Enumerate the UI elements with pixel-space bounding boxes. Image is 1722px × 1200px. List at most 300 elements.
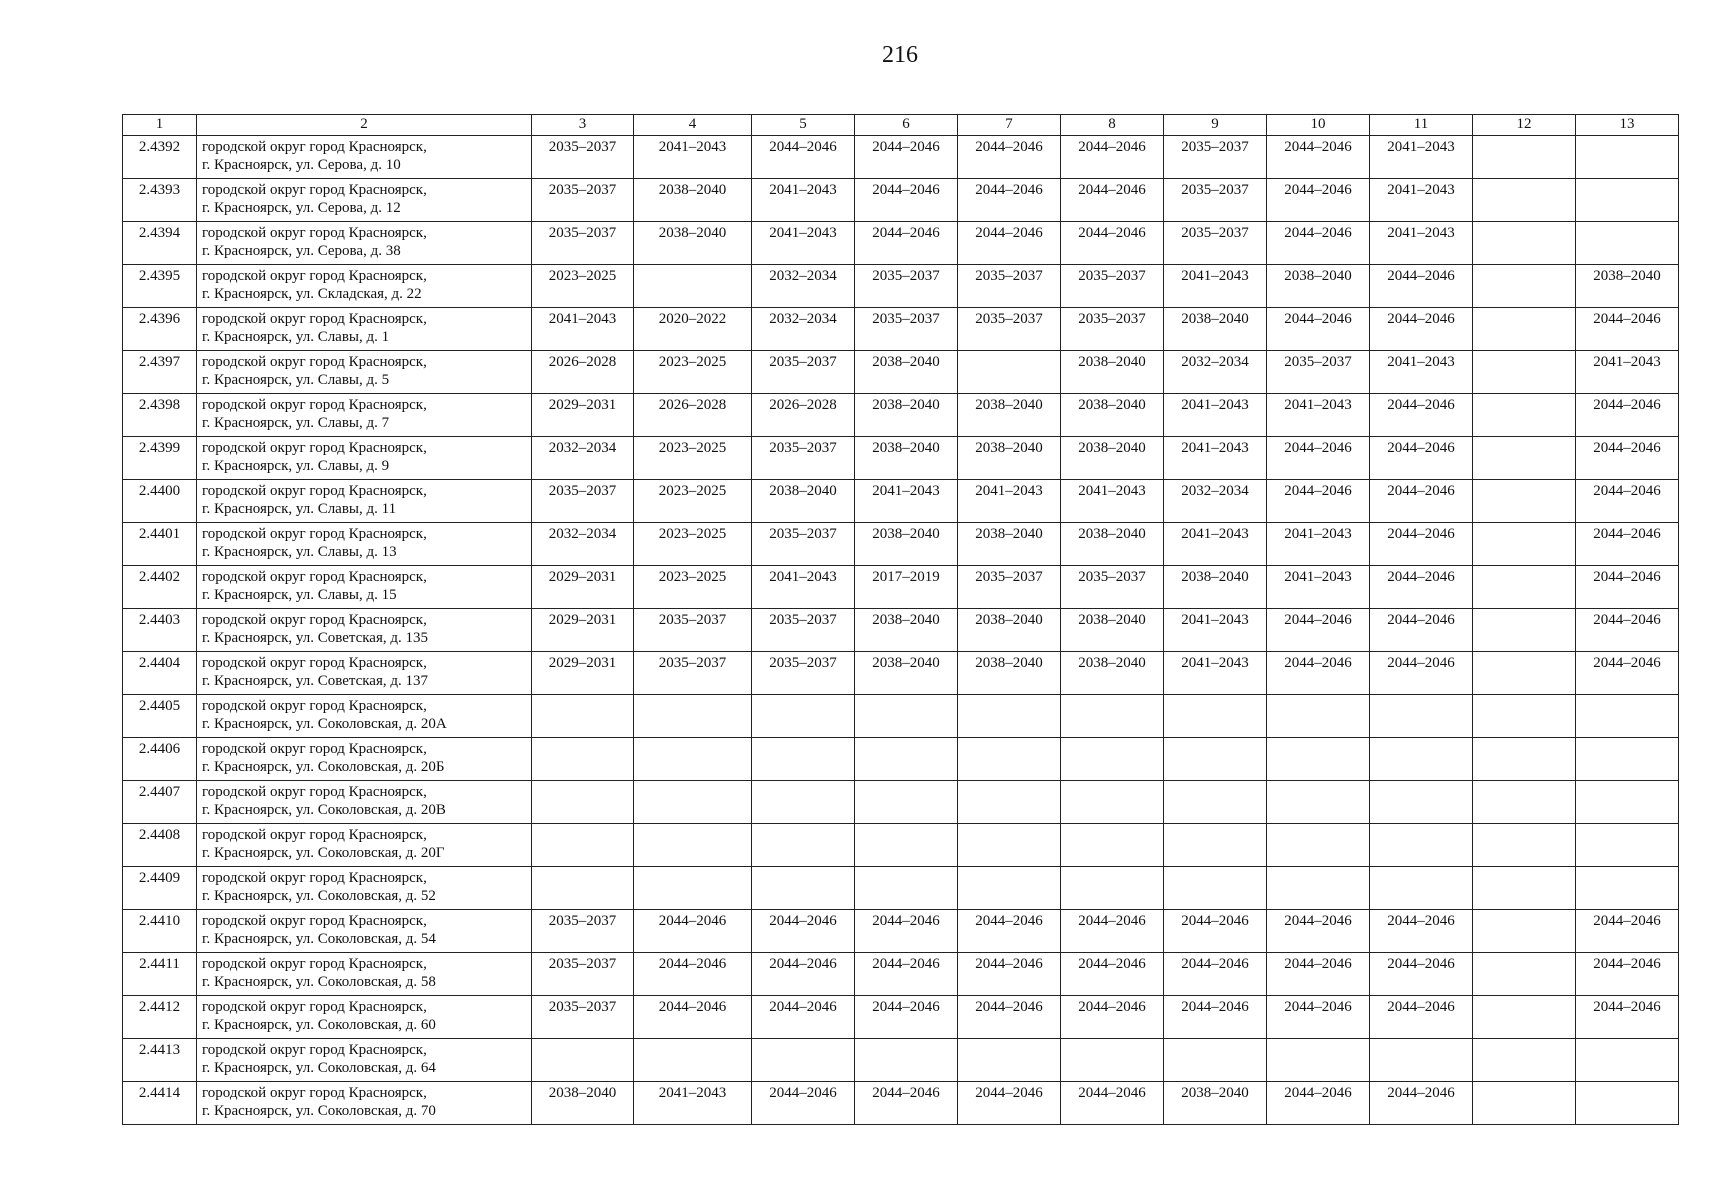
period-cell-col-7: 2038–2040 [958,652,1061,695]
period-cell-col-9: 2035–2037 [1164,222,1267,265]
period-cell-col-9: 2035–2037 [1164,136,1267,179]
period-cell-col-10 [1267,824,1370,867]
address-cell [197,523,532,566]
table-row [123,996,1679,1039]
period-cell-col-5 [752,781,855,824]
period-cell-col-10: 2041–2043 [1267,566,1370,609]
period-cell-col-8: 2038–2040 [1061,351,1164,394]
address-line-street: г. Красноярск, ул. Соколовская, д. 70 [202,1103,436,1119]
period-cell-col-11: 2041–2043 [1370,179,1473,222]
period-cell-col-11: 2044–2046 [1370,910,1473,953]
period-cell-col-6: 2044–2046 [855,996,958,1039]
period-cell-col-8: 2038–2040 [1061,437,1164,480]
period-cell-col-8: 2038–2040 [1061,523,1164,566]
period-cell-col-11 [1370,1039,1473,1082]
period-cell-col-8: 2044–2046 [1061,222,1164,265]
table-row [123,1082,1679,1125]
period-cell-col-3: 2029–2031 [532,652,634,695]
period-cell-col-12 [1473,867,1576,910]
address-line-district: городской округ город Красноярск, [202,225,427,241]
table-row [123,609,1679,652]
period-cell-col-11: 2044–2046 [1370,265,1473,308]
address-line-district: городской округ город Красноярск, [202,397,427,413]
header-row [123,115,1679,136]
period-cell-col-9 [1164,824,1267,867]
period-cell-col-4: 2020–2022 [634,308,752,351]
period-cell-col-10 [1267,1039,1370,1082]
period-cell-col-9: 2044–2046 [1164,953,1267,996]
header-cell: 1 [123,115,197,136]
period-cell-col-6: 2044–2046 [855,953,958,996]
period-cell-col-13: 2044–2046 [1576,996,1679,1039]
period-cell-col-8 [1061,867,1164,910]
period-cell-col-12 [1473,996,1576,1039]
period-cell-col-5: 2026–2028 [752,394,855,437]
address-cell [197,566,532,609]
row-number-cell: 2.4408 [123,824,197,867]
period-cell-col-3 [532,695,634,738]
period-cell-col-7 [958,781,1061,824]
period-cell-col-5: 2032–2034 [752,308,855,351]
address-line-district: городской округ город Красноярск, [202,913,427,929]
period-cell-col-8: 2035–2037 [1061,566,1164,609]
period-cell-col-4 [634,695,752,738]
period-cell-col-4 [634,265,752,308]
period-cell-col-4: 2035–2037 [634,609,752,652]
period-cell-col-11: 2041–2043 [1370,136,1473,179]
address-line-street: г. Красноярск, ул. Серова, д. 38 [202,243,401,259]
period-cell-col-8: 2038–2040 [1061,652,1164,695]
period-cell-col-7: 2035–2037 [958,308,1061,351]
period-cell-col-12 [1473,566,1576,609]
period-cell-col-6: 2038–2040 [855,652,958,695]
period-cell-col-5: 2041–2043 [752,179,855,222]
period-cell-col-13: 2041–2043 [1576,351,1679,394]
period-cell-col-4: 2026–2028 [634,394,752,437]
period-cell-col-10: 2044–2046 [1267,652,1370,695]
period-cell-col-5: 2038–2040 [752,480,855,523]
period-cell-col-12 [1473,480,1576,523]
row-number-cell: 2.4402 [123,566,197,609]
period-cell-col-9 [1164,1039,1267,1082]
period-cell-col-8: 2044–2046 [1061,179,1164,222]
address-line-district: городской округ город Красноярск, [202,784,427,800]
period-cell-col-10: 2044–2046 [1267,308,1370,351]
period-cell-col-10: 2044–2046 [1267,953,1370,996]
period-cell-col-3: 2032–2034 [532,437,634,480]
period-cell-col-12 [1473,1039,1576,1082]
period-cell-col-6: 2017–2019 [855,566,958,609]
address-line-street: г. Красноярск, ул. Советская, д. 135 [202,630,428,646]
row-number-cell: 2.4395 [123,265,197,308]
period-cell-col-8 [1061,824,1164,867]
address-line-district: городской округ город Красноярск, [202,999,427,1015]
table-row [123,265,1679,308]
address-cell [197,1039,532,1082]
period-cell-col-4: 2044–2046 [634,996,752,1039]
period-cell-col-11: 2044–2046 [1370,480,1473,523]
address-line-district: городской округ город Красноярск, [202,612,427,628]
period-cell-col-9 [1164,781,1267,824]
period-cell-col-12 [1473,824,1576,867]
period-cell-col-11 [1370,781,1473,824]
period-cell-col-7: 2044–2046 [958,1082,1061,1125]
period-cell-col-3: 2038–2040 [532,1082,634,1125]
period-cell-col-9: 2035–2037 [1164,179,1267,222]
row-number-cell: 2.4398 [123,394,197,437]
period-cell-col-11 [1370,824,1473,867]
period-cell-col-9: 2041–2043 [1164,652,1267,695]
header-cell: 5 [752,115,855,136]
period-cell-col-11: 2044–2046 [1370,996,1473,1039]
period-cell-col-3: 2029–2031 [532,394,634,437]
row-number-cell: 2.4399 [123,437,197,480]
period-cell-col-12 [1473,609,1576,652]
header-cell: 6 [855,115,958,136]
period-cell-col-12 [1473,738,1576,781]
period-cell-col-3: 2035–2037 [532,953,634,996]
period-cell-col-4: 2023–2025 [634,523,752,566]
period-cell-col-10: 2044–2046 [1267,609,1370,652]
period-cell-col-8 [1061,781,1164,824]
period-cell-col-13: 2044–2046 [1576,523,1679,566]
period-cell-col-13 [1576,781,1679,824]
address-line-street: г. Красноярск, ул. Славы, д. 13 [202,544,397,560]
row-number-cell: 2.4392 [123,136,197,179]
address-cell [197,437,532,480]
period-cell-col-9: 2044–2046 [1164,996,1267,1039]
address-cell [197,953,532,996]
table-row [123,566,1679,609]
period-cell-col-9: 2032–2034 [1164,480,1267,523]
address-line-district: городской округ город Красноярск, [202,1085,427,1101]
period-cell-col-10 [1267,781,1370,824]
period-cell-col-5: 2035–2037 [752,437,855,480]
period-cell-col-7 [958,867,1061,910]
period-cell-col-6 [855,867,958,910]
address-cell [197,265,532,308]
period-cell-col-13 [1576,222,1679,265]
address-line-street: г. Красноярск, ул. Серова, д. 10 [202,157,401,173]
table-row [123,824,1679,867]
address-line-district: городской округ город Красноярск, [202,440,427,456]
table-row [123,652,1679,695]
period-cell-col-11 [1370,695,1473,738]
period-cell-col-6 [855,695,958,738]
period-cell-col-6: 2038–2040 [855,523,958,566]
address-line-street: г. Красноярск, ул. Соколовская, д. 54 [202,931,436,947]
address-cell [197,609,532,652]
address-line-street: г. Красноярск, ул. Соколовская, д. 58 [202,974,436,990]
period-cell-col-8: 2044–2046 [1061,136,1164,179]
page-number: 216 [882,42,918,68]
period-cell-col-5: 2041–2043 [752,222,855,265]
period-cell-col-7: 2038–2040 [958,394,1061,437]
period-cell-col-7: 2044–2046 [958,222,1061,265]
period-cell-col-8 [1061,695,1164,738]
header-cell: 13 [1576,115,1679,136]
address-cell [197,824,532,867]
period-cell-col-3: 2023–2025 [532,265,634,308]
period-cell-col-9: 2044–2046 [1164,910,1267,953]
period-cell-col-3: 2035–2037 [532,179,634,222]
period-cell-col-7: 2035–2037 [958,265,1061,308]
row-number-cell: 2.4409 [123,867,197,910]
address-line-district: городской округ город Красноярск, [202,526,427,542]
period-cell-col-11: 2044–2046 [1370,609,1473,652]
period-cell-col-6: 2038–2040 [855,609,958,652]
period-cell-col-8: 2041–2043 [1061,480,1164,523]
address-cell [197,652,532,695]
period-cell-col-6: 2044–2046 [855,222,958,265]
period-cell-col-7: 2038–2040 [958,437,1061,480]
address-line-street: г. Красноярск, ул. Славы, д. 1 [202,329,390,345]
period-cell-col-12 [1473,910,1576,953]
address-line-district: городской округ город Красноярск, [202,741,427,757]
period-cell-col-8 [1061,1039,1164,1082]
period-cell-col-7: 2041–2043 [958,480,1061,523]
period-cell-col-12 [1473,437,1576,480]
period-cell-col-12 [1473,695,1576,738]
period-cell-col-10: 2044–2046 [1267,437,1370,480]
period-cell-col-13: 2044–2046 [1576,308,1679,351]
address-cell [197,738,532,781]
schedule-table [122,114,1679,1125]
period-cell-col-6: 2041–2043 [855,480,958,523]
period-cell-col-7: 2038–2040 [958,609,1061,652]
table-row [123,437,1679,480]
period-cell-col-13: 2044–2046 [1576,953,1679,996]
address-line-street: г. Красноярск, ул. Славы, д. 5 [202,372,390,388]
address-line-street: г. Красноярск, ул. Славы, д. 15 [202,587,397,603]
address-line-street: г. Красноярск, ул. Славы, д. 9 [202,458,390,474]
address-cell [197,308,532,351]
period-cell-col-4 [634,738,752,781]
row-number-cell: 2.4396 [123,308,197,351]
header-cell: 4 [634,115,752,136]
period-cell-col-9: 2038–2040 [1164,566,1267,609]
period-cell-col-10 [1267,738,1370,781]
address-line-district: городской округ город Красноярск, [202,870,427,886]
header-cell: 3 [532,115,634,136]
address-cell [197,222,532,265]
period-cell-col-3: 2032–2034 [532,523,634,566]
period-cell-col-10: 2044–2046 [1267,480,1370,523]
period-cell-col-13 [1576,738,1679,781]
address-line-street: г. Красноярск, ул. Советская, д. 137 [202,673,428,689]
period-cell-col-13 [1576,1082,1679,1125]
row-number-cell: 2.4413 [123,1039,197,1082]
period-cell-col-8: 2044–2046 [1061,1082,1164,1125]
period-cell-col-10: 2044–2046 [1267,996,1370,1039]
period-cell-col-11: 2044–2046 [1370,566,1473,609]
address-line-street: г. Красноярск, ул. Соколовская, д. 20Б [202,759,445,775]
period-cell-col-5 [752,1039,855,1082]
period-cell-col-5: 2032–2034 [752,265,855,308]
period-cell-col-6: 2044–2046 [855,179,958,222]
table-row [123,523,1679,566]
period-cell-col-10: 2038–2040 [1267,265,1370,308]
period-cell-col-8: 2044–2046 [1061,953,1164,996]
period-cell-col-4: 2023–2025 [634,351,752,394]
period-cell-col-12 [1473,179,1576,222]
header-cell: 11 [1370,115,1473,136]
period-cell-col-6: 2044–2046 [855,136,958,179]
period-cell-col-11: 2044–2046 [1370,437,1473,480]
period-cell-col-12 [1473,308,1576,351]
period-cell-col-9: 2041–2043 [1164,265,1267,308]
address-line-street: г. Красноярск, ул. Соколовская, д. 20В [202,802,446,818]
period-cell-col-3 [532,781,634,824]
address-cell [197,136,532,179]
period-cell-col-9: 2032–2034 [1164,351,1267,394]
period-cell-col-8: 2044–2046 [1061,996,1164,1039]
period-cell-col-10 [1267,867,1370,910]
period-cell-col-11 [1370,738,1473,781]
period-cell-col-12 [1473,1082,1576,1125]
address-line-street: г. Красноярск, ул. Серова, д. 12 [202,200,401,216]
period-cell-col-7 [958,738,1061,781]
period-cell-col-3: 2029–2031 [532,609,634,652]
period-cell-col-4 [634,824,752,867]
table-row [123,308,1679,351]
row-number-cell: 2.4394 [123,222,197,265]
period-cell-col-6 [855,1039,958,1082]
table-row [123,695,1679,738]
header-cell: 2 [197,115,532,136]
row-number-cell: 2.4411 [123,953,197,996]
period-cell-col-5 [752,867,855,910]
row-number-cell: 2.4401 [123,523,197,566]
table-row [123,1039,1679,1082]
period-cell-col-9: 2041–2043 [1164,523,1267,566]
period-cell-col-4 [634,781,752,824]
period-cell-col-4 [634,1039,752,1082]
period-cell-col-3 [532,867,634,910]
period-cell-col-11: 2044–2046 [1370,308,1473,351]
period-cell-col-12 [1473,265,1576,308]
period-cell-col-9 [1164,695,1267,738]
period-cell-col-9: 2041–2043 [1164,437,1267,480]
address-line-district: городской округ город Красноярск, [202,569,427,585]
period-cell-col-11: 2041–2043 [1370,351,1473,394]
period-cell-col-13 [1576,867,1679,910]
period-cell-col-6 [855,824,958,867]
table-row [123,179,1679,222]
period-cell-col-9 [1164,738,1267,781]
header-cell: 10 [1267,115,1370,136]
address-line-street: г. Красноярск, ул. Славы, д. 11 [202,501,397,517]
row-number-cell: 2.4407 [123,781,197,824]
row-number-cell: 2.4404 [123,652,197,695]
period-cell-col-7: 2044–2046 [958,953,1061,996]
address-cell [197,910,532,953]
period-cell-col-7 [958,824,1061,867]
header-cell: 9 [1164,115,1267,136]
period-cell-col-12 [1473,136,1576,179]
period-cell-col-8: 2038–2040 [1061,609,1164,652]
row-number-cell: 2.4410 [123,910,197,953]
period-cell-col-11: 2041–2043 [1370,222,1473,265]
period-cell-col-13: 2044–2046 [1576,609,1679,652]
period-cell-col-6: 2038–2040 [855,351,958,394]
period-cell-col-13: 2044–2046 [1576,394,1679,437]
address-cell [197,351,532,394]
table-row [123,781,1679,824]
period-cell-col-13: 2044–2046 [1576,652,1679,695]
header-cell: 7 [958,115,1061,136]
period-cell-col-5: 2044–2046 [752,910,855,953]
period-cell-col-5: 2035–2037 [752,523,855,566]
row-number-cell: 2.4406 [123,738,197,781]
period-cell-col-5: 2044–2046 [752,996,855,1039]
period-cell-col-10: 2044–2046 [1267,1082,1370,1125]
period-cell-col-3 [532,1039,634,1082]
period-cell-col-8: 2038–2040 [1061,394,1164,437]
period-cell-col-6: 2035–2037 [855,308,958,351]
period-cell-col-6 [855,781,958,824]
address-cell [197,179,532,222]
period-cell-col-10: 2041–2043 [1267,523,1370,566]
period-cell-col-5: 2035–2037 [752,351,855,394]
period-cell-col-3: 2041–2043 [532,308,634,351]
period-cell-col-13 [1576,136,1679,179]
period-cell-col-9: 2038–2040 [1164,1082,1267,1125]
table-row [123,480,1679,523]
period-cell-col-6: 2035–2037 [855,265,958,308]
period-cell-col-4: 2041–2043 [634,1082,752,1125]
period-cell-col-7: 2044–2046 [958,996,1061,1039]
address-line-district: городской округ город Красноярск, [202,354,427,370]
header-cell: 12 [1473,115,1576,136]
period-cell-col-7 [958,351,1061,394]
period-cell-col-5: 2035–2037 [752,609,855,652]
period-cell-col-3: 2026–2028 [532,351,634,394]
period-cell-col-13: 2044–2046 [1576,566,1679,609]
period-cell-col-4: 2038–2040 [634,179,752,222]
period-cell-col-7: 2044–2046 [958,136,1061,179]
period-cell-col-5 [752,738,855,781]
period-cell-col-13 [1576,179,1679,222]
period-cell-col-12 [1473,351,1576,394]
period-cell-col-3: 2035–2037 [532,222,634,265]
address-line-district: городской округ город Красноярск, [202,1042,427,1058]
period-cell-col-6 [855,738,958,781]
period-cell-col-4: 2023–2025 [634,437,752,480]
period-cell-col-5: 2044–2046 [752,136,855,179]
address-cell [197,480,532,523]
address-line-district: городской округ город Красноярск, [202,268,427,284]
row-number-cell: 2.4414 [123,1082,197,1125]
period-cell-col-10: 2044–2046 [1267,222,1370,265]
period-cell-col-4: 2044–2046 [634,953,752,996]
period-cell-col-13: 2044–2046 [1576,437,1679,480]
row-number-cell: 2.4403 [123,609,197,652]
row-number-cell: 2.4393 [123,179,197,222]
period-cell-col-4: 2023–2025 [634,480,752,523]
table-row [123,738,1679,781]
period-cell-col-7 [958,1039,1061,1082]
period-cell-col-5: 2044–2046 [752,953,855,996]
period-cell-col-4: 2044–2046 [634,910,752,953]
period-cell-col-13: 2044–2046 [1576,910,1679,953]
period-cell-col-9: 2041–2043 [1164,394,1267,437]
period-cell-col-7: 2044–2046 [958,179,1061,222]
address-line-district: городской округ город Красноярск, [202,182,427,198]
period-cell-col-6: 2044–2046 [855,1082,958,1125]
period-cell-col-11: 2044–2046 [1370,953,1473,996]
period-cell-col-5: 2044–2046 [752,1082,855,1125]
